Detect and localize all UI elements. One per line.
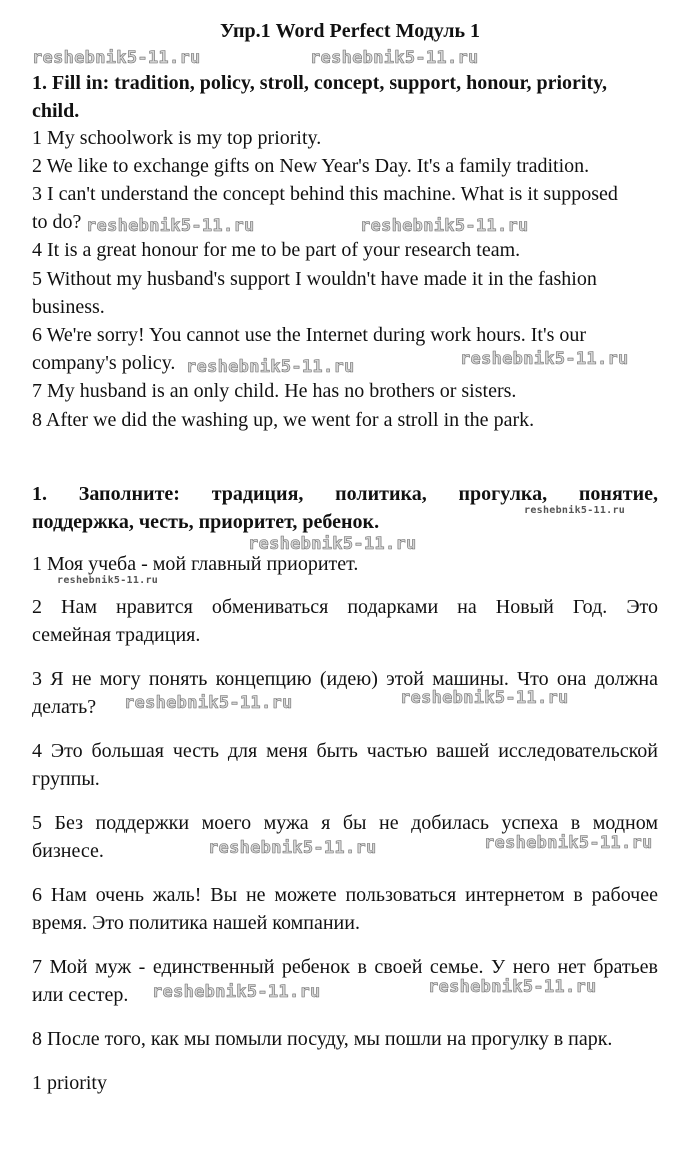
watermark-text: reshebnik5-11.ru: [208, 838, 377, 858]
sentence-en-4: 4 It is a great honour for me to be part of your research team.: [32, 239, 521, 261]
sentence-ru-3: 3 Я не могу понять концепцию (идею) этой машины. Что она должна: [32, 668, 658, 690]
watermark-text: reshebnik5-11.ru: [310, 48, 479, 68]
sentence-en-3-cont: to do?: [32, 211, 82, 233]
sentence-en-3: 3 I can't understand the concept behind this machine. What is it supposed: [32, 183, 618, 205]
answer-line: 1 priority: [32, 1072, 107, 1094]
sentence-ru-6: 6 Нам очень жаль! Вы не можете пользоваться интернетом в рабочее: [32, 884, 658, 906]
sentence-en-5: 5 Without my husband's support I wouldn't have made it in the fashion: [32, 268, 597, 290]
sentence-ru-7-cont: или сестер.: [32, 984, 129, 1006]
exercise-heading-ru-cont: поддержка, честь, приоритет, ребенок.: [32, 511, 380, 533]
watermark-text: reshebnik5-11.ru: [484, 833, 653, 853]
sentence-ru-2-cont: семейная традиция.: [32, 624, 201, 646]
exercise-heading-en: 1. Fill in: tradition, policy, stroll, concept, support, honour, priority,: [32, 72, 608, 94]
sentence-ru-4: 4 Это большая честь для меня быть частью вашей исследовательской: [32, 740, 658, 762]
sentence-en-2: 2 We like to exchange gifts on New Year's Day. It's a family tradition.: [32, 155, 590, 177]
exercise-heading-ru: 1. Заполните: традиция, политика, прогулка, понятие,: [32, 483, 658, 505]
sentence-ru-5-cont: бизнесе.: [32, 840, 104, 862]
sentence-ru-1: 1 Моя учеба - мой главный приоритет.: [32, 553, 359, 575]
sentence-ru-7: 7 Мой муж - единственный ребенок в своей семье. У него нет братьев: [32, 956, 658, 978]
sentence-en-5-cont: business.: [32, 296, 105, 318]
sentence-en-6-cont: company's policy.: [32, 352, 176, 374]
watermark-text: reshebnik5-11.ru: [186, 357, 355, 377]
sentence-ru-8: 8 После того, как мы помыли посуду, мы пошли на прогулку в парк.: [32, 1028, 613, 1050]
watermark-text: reshebnik5-11.ru: [32, 48, 201, 68]
watermark-text: reshebnik5-11.ru: [524, 505, 626, 516]
sentence-en-1: 1 My schoolwork is my top priority.: [32, 127, 322, 149]
watermark-text: reshebnik5-11.ru: [400, 688, 569, 708]
watermark-text: reshebnik5-11.ru: [248, 534, 417, 554]
sentence-ru-6-cont: время. Это политика нашей компании.: [32, 912, 360, 934]
watermark-text: reshebnik5-11.ru: [152, 982, 321, 1002]
watermark-text: reshebnik5-11.ru: [124, 693, 293, 713]
sentence-ru-5: 5 Без поддержки моего мужа я бы не добилась успеха в модном: [32, 812, 658, 834]
exercise-heading-en-cont: child.: [32, 100, 80, 122]
page-title: Упр.1 Word Perfect Модуль 1: [219, 20, 481, 42]
sentence-en-6: 6 We're sorry! You cannot use the Internet during work hours. It's our: [32, 324, 587, 346]
watermark-text: reshebnik5-11.ru: [57, 575, 159, 586]
watermark-text: reshebnik5-11.ru: [460, 349, 629, 369]
watermark-text: reshebnik5-11.ru: [86, 216, 255, 236]
sentence-ru-4-cont: группы.: [32, 768, 100, 790]
watermark-text: reshebnik5-11.ru: [360, 216, 529, 236]
sentence-ru-3-cont: делать?: [32, 696, 97, 718]
watermark-text: reshebnik5-11.ru: [428, 977, 597, 997]
sentence-ru-2: 2 Нам нравится обмениваться подарками на Новый Год. Это: [32, 596, 658, 618]
sentence-en-8: 8 After we did the washing up, we went for a stroll in the park.: [32, 409, 535, 431]
sentence-en-7: 7 My husband is an only child. He has no brothers or sisters.: [32, 380, 517, 402]
